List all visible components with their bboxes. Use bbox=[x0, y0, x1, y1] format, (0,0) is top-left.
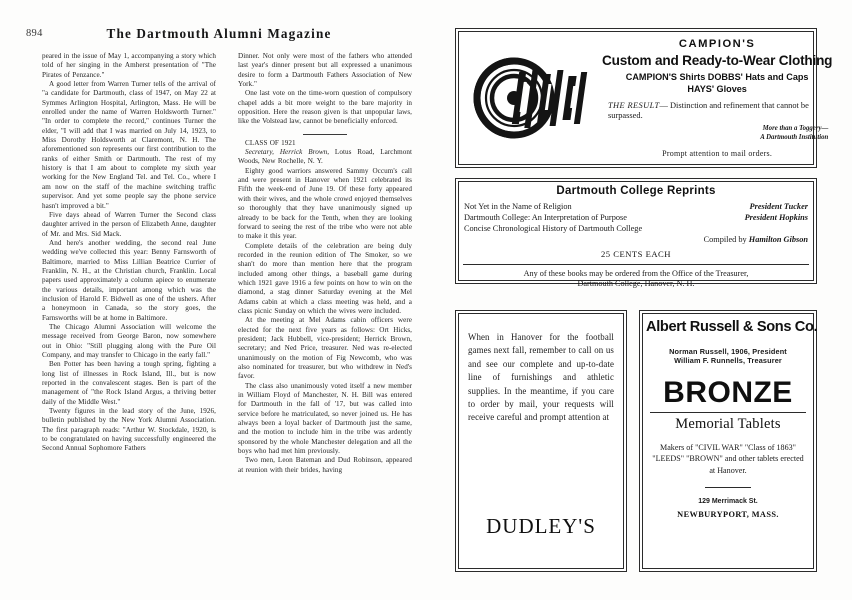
column-left bbox=[42, 52, 216, 577]
campion-gloves-line: HAYS' Gloves bbox=[687, 84, 747, 95]
reprints-order-line-1: Any of these books may be ordered from the Office of the Treasurer, bbox=[523, 269, 749, 278]
right-page-advertisements bbox=[425, 0, 852, 600]
secretary-label: Secretary, bbox=[245, 148, 274, 157]
ad-dartmouth-college-reprints[interactable] bbox=[455, 178, 817, 289]
page-header bbox=[26, 26, 412, 46]
campion-tagline bbox=[602, 125, 832, 142]
russell-officer-president: Norman Russell, 1906, President bbox=[669, 347, 787, 356]
reprints-title: Dartmouth College Reprints bbox=[556, 185, 716, 197]
russell-officer-treasurer: William F. Runnells, Treasurer bbox=[674, 356, 782, 366]
secretary-name: Herrick Brown bbox=[279, 148, 328, 157]
paragraph: Ben Potter has been having a tough spring, fighting a long list of illnesses in Rock Island, Ill., but is now reported in the convalescent stages. Ben is part of the management of "the Rock Island Argus, a thriving better daily of the Middle West." bbox=[42, 360, 216, 406]
campion-tagline-1: More than a Toggery— bbox=[762, 125, 829, 133]
paragraph: Eighty good warriors answered Sammy Occum's call and were present in Hanover when 1921 celebrated its Fifth the week-end of June 19. Of these forty appeared with their wives, and the whole crowd enjoyed themselves so thoroughly that they have unanimously signed up already to be back for the Tenth, when they are looking forward to seeing the rest of the tribe who were not able to make it this year. bbox=[238, 166, 412, 241]
russell-street-address: 129 Merrimack St. bbox=[698, 498, 758, 506]
reprint-author: President Hopkins bbox=[744, 213, 808, 222]
folio-number: 894 bbox=[26, 28, 43, 39]
russell-company-name: Albert Russell & Sons Co. bbox=[646, 319, 818, 335]
russell-makers-copy: Makers of "CIVIL WAR" "Class of 1863" "LEEDS" "BROWN" and other tablets erected at Hanover. bbox=[652, 443, 804, 475]
paragraph: The Chicago Alumni Association will welcome the message received from George Baron, now somewhere out in Ohio: "Still plugging along with the Pure Oil Company, and may transfer to Chicago in the early fall." bbox=[42, 322, 216, 359]
reprints-order-line-2: Dartmouth College, Hanover, N. H. bbox=[577, 279, 695, 289]
dudley-store-name: DUDLEY'S bbox=[486, 514, 596, 538]
campion-headline: Custom and Ready-to-Wear Clothing bbox=[602, 53, 833, 69]
class-heading: CLASS OF 1921 bbox=[245, 138, 296, 147]
paragraph: At the meeting at Mel Adams cabin officers were elected for the next five years as follows: Ort Hicks, president; Jack Hubbell, vice-president; Herrick Brown, secretary; and Ned Price, treasurer. Ned was re-elected unanimously on the motion of Fig Newcomb, who was also nominated for treasurer, but who withdrew in Ned's favor. bbox=[238, 316, 412, 381]
paragraph: Dinner. Not only were most of the fathers who attended last year's dinner present but all expressed a unanimous desire to form a Dartmouth Fathers Association of New York." bbox=[238, 52, 412, 89]
campion-footer: Prompt attention to mail orders. bbox=[662, 148, 773, 158]
paragraph: Complete details of the celebration are being duly recorded in the reunion edition of The Smoker, so we shan't do more than mention here that the program included among other things, a baseball game during which 1921 gave 1916 a few points on how to win on the diamond, a stag dinner Saturday evening at the Mel Adams cabin at which a class meeting was held, and a class picnic Sunday on which the wives were included. bbox=[238, 241, 412, 315]
reprint-title: Not Yet in the Name of Religion bbox=[464, 202, 572, 211]
russell-city: NEWBURYPORT, MASS. bbox=[677, 510, 779, 520]
reprints-price: 25 CENTS EACH bbox=[600, 249, 671, 259]
russell-product-headline: BRONZE bbox=[663, 375, 793, 409]
reprint-item bbox=[462, 201, 810, 212]
compiled-name: Hamilton Gibson bbox=[748, 235, 808, 244]
russell-divider bbox=[650, 412, 806, 413]
paragraph: And here's another wedding, the second real June wedding we've collected this year: Benny Farnsworth of Baltimore, married to Miss Lillian Beatrice Currier of Franklin, N. H., at the Christian church, Franklin. Local papers used approximately a column apiece to enumerate the various details, important among which was the inclusion of Harold F. Bidwell as one of the ushers. After a honeymoon in Canada, so the story goes, the Farnsworths will be at home in Baltimore. bbox=[42, 238, 216, 322]
ad-body bbox=[462, 317, 620, 565]
column-right bbox=[238, 52, 412, 577]
russell-officers bbox=[646, 347, 810, 366]
secretary-address: , Lotus Road, Larchmont Woods, New Rochelle, N. Y. bbox=[238, 148, 412, 166]
paragraph: One last vote on the time-worn question of compulsory chapel adds a bit more weight to the bare majority in opposition. Here the reason given is that unpopular laws, like the Volstead law, cannot be beneficially enforced. bbox=[238, 89, 412, 126]
paragraph: Two men, Leon Bateman and Dud Robinson, appeared at reunion with their brides, having bbox=[238, 456, 412, 474]
reprint-author: President Tucker bbox=[749, 202, 808, 211]
reprint-title: Dartmouth College: An Interpretation of Purpose bbox=[464, 213, 627, 222]
left-page bbox=[0, 0, 425, 600]
campion-logo bbox=[462, 35, 602, 161]
ad-dudleys[interactable] bbox=[455, 310, 627, 572]
campion-result bbox=[602, 101, 832, 121]
paragraph: The class also unanimously voted itself a new member in William Floyd of Manchester, N. H. Bill was entered for Dartmouth in the fall of '17, but was called into service before he matriculated, so never joined us. He has always been a loyal backer of Dartmouth just the same, and the motion to include him in the tribe was ardently sponsored by the whole Manchester delegation and all the boys who had met him previously. bbox=[238, 381, 412, 456]
paragraph: Five days ahead of Warren Turner the Second class daughter arrived in the person of Elizabeth Anne, daughter of Mr. and Mrs. Sid Mack. bbox=[42, 210, 216, 238]
ad-albert-russell-and-sons[interactable] bbox=[639, 310, 817, 572]
text-columns bbox=[42, 52, 412, 577]
campion-tagline-2: A Dartmouth Institution bbox=[760, 133, 829, 141]
campion-result-text: — Distinction and refinement that cannot be surpassed. bbox=[608, 101, 809, 121]
russell-product-subhead: Memorial Tablets bbox=[675, 416, 781, 433]
section-divider bbox=[303, 134, 347, 135]
ad-body bbox=[462, 185, 810, 289]
campion-brand-name: CAMPION'S bbox=[678, 38, 756, 51]
dudley-copy: When in Hanover for the football games next fall, remember to call on us and see our complete and up-to-date line of furnishings and athletic supplies. In the meantime, if you care to order by mail, your requests will receive careful and prompt attention at bbox=[468, 332, 614, 423]
ad-body bbox=[462, 35, 833, 161]
ad-body bbox=[646, 317, 818, 565]
reprints-compiler bbox=[462, 234, 810, 245]
reprint-title: Concise Chronological History of Dartmouth College bbox=[464, 224, 643, 233]
paragraph: A good letter from Warren Turner tells of the arrival of "a candidate for Dartmouth, class of 1947, on May 22 at Symmes Arlington Hospital, Arlington, Mass. He will be enrolled under the name of Warren Holdsworth Turner." "In order to complete the record," continues Turner the elder, "I will add that I was married on July 14, 1923, to Miss Dorothy Holdsworth at Claremont, N. H. The aforementioned son represents our first contribution to the ranks of either Smith or Dartmouth. The rest of my history is that I am about to complete my sixth year working for the New England Tel. and Tel. Co., where I am now on the staff of the machine switching traffic supervisor. And yet some people say the phone service hasn't improved a bit." bbox=[42, 80, 216, 210]
ad-campions[interactable] bbox=[455, 28, 833, 168]
reprint-item bbox=[462, 223, 810, 234]
reprints-divider bbox=[463, 264, 809, 265]
russell-dash-rule bbox=[705, 487, 751, 488]
secretary-line bbox=[238, 148, 412, 167]
paragraph: Twenty figures in the lead story of the June, 1926, bulletin published by the New York Alumni Association. The first paragraph reads: "Arthur W. Stockdale, 1920, is to be congratulated on having successfully engineered the Second Annual Sophomore Fathers bbox=[42, 407, 216, 453]
reprint-item bbox=[462, 212, 810, 223]
running-head: The Dartmouth Alumni Magazine bbox=[106, 26, 332, 41]
campion-shirts-line: CAMPION'S Shirts DOBBS' Hats and Caps bbox=[625, 72, 809, 83]
compiled-prefix: Compiled by bbox=[703, 235, 749, 244]
paragraph: peared in the issue of May 1, accompanying a story which told of her singing in the Amherst presentation of "The Pirates of Penzance." bbox=[42, 52, 216, 79]
campion-result-label: THE RESULT bbox=[608, 101, 660, 111]
